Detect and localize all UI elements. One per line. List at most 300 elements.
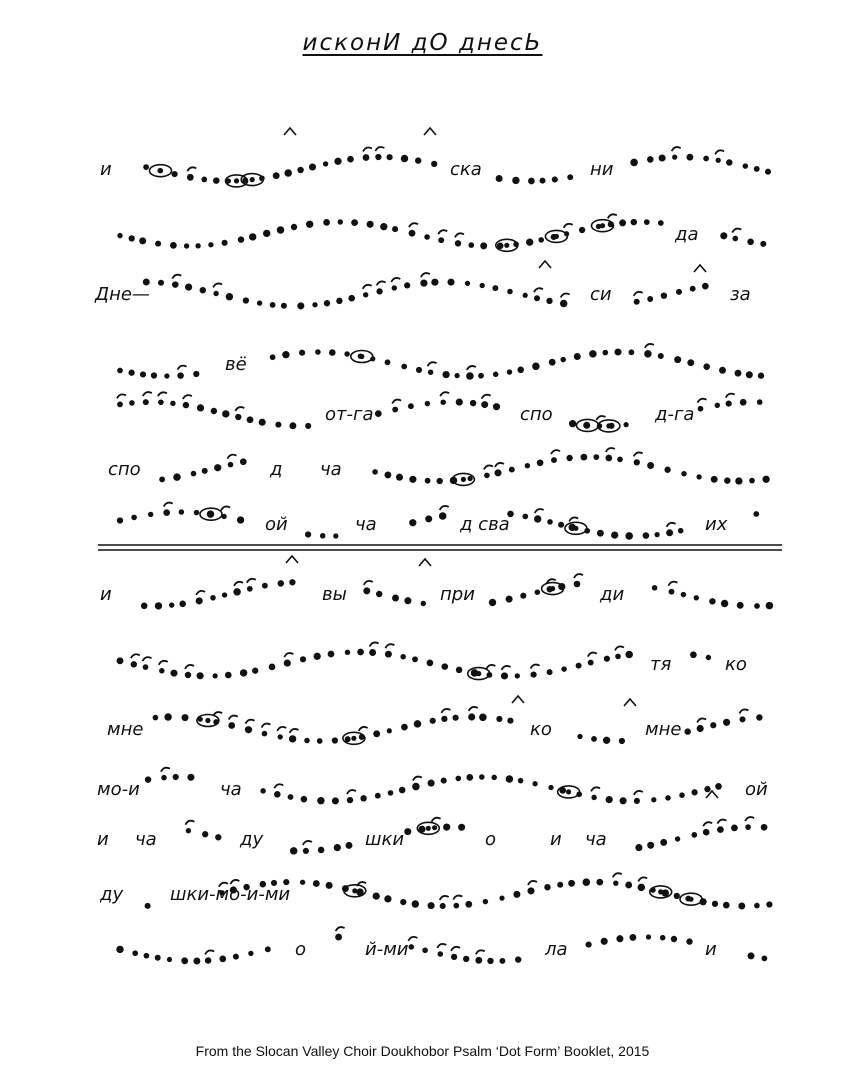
note-dot [167, 957, 172, 962]
note-slur [385, 644, 394, 648]
note-dot [347, 156, 354, 163]
note-dot [735, 477, 742, 484]
note-dot [262, 731, 268, 737]
note-dot [289, 735, 296, 742]
note-dot [163, 509, 170, 516]
note-dot [312, 302, 317, 307]
note-slur [551, 450, 560, 454]
note-slur [437, 944, 446, 948]
note-dot [159, 476, 165, 482]
note-dot [363, 587, 370, 594]
note-dot [375, 154, 381, 160]
note-slur [183, 395, 192, 399]
note-slur [178, 366, 187, 370]
note-dot [723, 902, 730, 909]
note-slur [476, 950, 485, 954]
note-slur [143, 392, 152, 396]
note-dot [373, 892, 380, 899]
note-dot [238, 236, 244, 242]
lyric-syllable: от-га [325, 404, 374, 425]
held-note-oval-dot [351, 736, 356, 741]
note-dot [318, 847, 325, 854]
note-dot [690, 286, 696, 292]
note-dot [306, 221, 313, 228]
note-dot [153, 715, 159, 721]
note-dot [392, 407, 398, 413]
note-dot [140, 371, 146, 377]
note-dot [709, 598, 715, 604]
held-note-oval-dot [352, 888, 357, 893]
note-dot [262, 583, 268, 589]
note-dot [712, 901, 718, 907]
note-dot [401, 364, 407, 370]
note-dot [215, 834, 221, 840]
note-dot [300, 880, 305, 885]
note-slur [359, 727, 368, 731]
accent-caret [512, 696, 524, 703]
note-slur [363, 285, 372, 289]
note-slur [284, 653, 293, 657]
note-dot [404, 282, 410, 288]
note-dot [363, 154, 370, 161]
held-note-oval-dot [566, 789, 571, 794]
held-note-oval-dot [554, 234, 559, 239]
note-dot [525, 463, 530, 468]
note-dot [186, 828, 191, 833]
note-slur [469, 707, 478, 711]
note-dot [408, 403, 414, 409]
note-dot [179, 509, 185, 515]
note-dot [392, 285, 397, 290]
lyric-syllable: о [295, 939, 307, 960]
note-dot [591, 795, 596, 800]
note-dot [347, 797, 353, 803]
note-dot [753, 511, 759, 517]
note-dot [496, 175, 503, 182]
note-dot [717, 826, 724, 833]
lyric-syllable: ча [585, 829, 607, 850]
note-dot [336, 298, 342, 304]
note-dot [458, 824, 465, 831]
note-dot [526, 239, 533, 246]
note-dot [129, 400, 135, 406]
note-dot [547, 669, 553, 675]
note-dot [425, 515, 432, 522]
note-dot [440, 903, 446, 909]
note-dot [164, 373, 169, 378]
note-dot [385, 651, 392, 658]
note-slur [455, 233, 464, 237]
note-slur [467, 366, 476, 370]
note-dot [442, 371, 449, 378]
note-dot [686, 938, 692, 944]
note-dot [580, 454, 587, 461]
note-dot [620, 797, 627, 804]
note-dot [243, 297, 249, 303]
note-dot [375, 793, 381, 799]
note-dot [499, 895, 504, 900]
note-dot [523, 293, 528, 298]
lyric-syllable: и [100, 159, 112, 180]
note-dot [766, 901, 772, 907]
lyric-syllable: мне [107, 719, 144, 740]
note-dot [629, 349, 635, 355]
note-slur [697, 399, 706, 403]
note-dot [317, 797, 324, 804]
note-slur [438, 230, 447, 234]
note-dot [679, 792, 685, 798]
note-dot [194, 510, 199, 515]
note-dot [384, 895, 391, 902]
note-dot [747, 952, 754, 959]
note-dot [305, 423, 311, 429]
note-dot [466, 372, 474, 380]
note-slur [531, 665, 540, 669]
note-dot [181, 957, 188, 964]
note-slur [213, 283, 222, 287]
note-dot [691, 832, 697, 838]
note-dot [686, 154, 693, 161]
note-dot [155, 241, 161, 247]
note-slur [290, 729, 299, 733]
note-dot [451, 954, 457, 960]
note-dot [139, 237, 146, 244]
note-dot [681, 471, 686, 476]
note-dot [117, 368, 123, 374]
lyric-syllable: да [675, 224, 699, 245]
note-dot [438, 951, 444, 957]
note-dot [635, 844, 642, 851]
note-dot [151, 372, 157, 378]
note-dot [478, 373, 484, 379]
lyric-syllable: и [100, 584, 112, 605]
note-dot [567, 174, 573, 180]
note-dot [671, 936, 677, 942]
note-dot [392, 226, 398, 232]
note-dot [568, 880, 575, 887]
lyric-syllable: й-ми [365, 939, 409, 960]
note-dot [260, 788, 265, 793]
note-dot [492, 285, 498, 291]
lyric-syllable: ой [265, 514, 288, 535]
note-dot [259, 419, 266, 426]
note-dot [441, 716, 447, 722]
note-slur [172, 275, 181, 279]
note-dot [409, 230, 416, 237]
note-dot [443, 823, 450, 830]
note-dot [196, 597, 203, 604]
note-dot [756, 714, 762, 720]
note-dot [470, 400, 476, 406]
note-dot [574, 353, 581, 360]
note-dot [659, 154, 666, 161]
note-dot [766, 602, 774, 610]
note-dot [299, 350, 305, 356]
note-dot [428, 369, 434, 375]
note-slur [274, 784, 283, 788]
note-dot [222, 240, 228, 246]
note-dot [489, 599, 496, 606]
note-slur [606, 448, 615, 452]
note-dot [387, 728, 392, 733]
note-dot [617, 457, 623, 463]
note-dot [634, 459, 640, 465]
note-dot [720, 232, 727, 239]
note-slur [588, 653, 597, 657]
note-dot [758, 373, 764, 379]
note-dot [401, 724, 408, 731]
note-dot [515, 673, 520, 678]
note-slur [221, 506, 230, 510]
note-dot [399, 787, 406, 794]
note-slur [158, 392, 167, 396]
note-dot [675, 836, 680, 841]
held-note-oval-dot [158, 168, 163, 173]
held-note-oval-dot [359, 354, 364, 359]
note-dot [360, 795, 366, 801]
note-dot [586, 942, 592, 948]
note-slur [413, 777, 422, 781]
note-slur [408, 937, 417, 941]
note-dot [703, 829, 710, 836]
note-slur [143, 657, 152, 661]
note-dot [615, 654, 621, 660]
note-dot [143, 164, 149, 170]
note-slur [726, 394, 735, 398]
lyric-syllable: шки-мо-и-ми [170, 884, 291, 905]
note-dot [145, 776, 151, 782]
note-dot [226, 293, 233, 300]
note-dot [233, 954, 239, 960]
note-slur [591, 787, 600, 791]
note-dot [117, 233, 122, 238]
lyric-syllable: спо [520, 404, 553, 425]
note-dot [334, 844, 341, 851]
note-dot [237, 516, 244, 523]
note-dot [512, 177, 519, 184]
note-dot [738, 903, 745, 910]
note-dot [643, 532, 650, 539]
note-dot [534, 295, 540, 301]
note-dot [614, 348, 621, 355]
note-dot [616, 935, 623, 942]
note-dot [131, 661, 137, 667]
note-dot [453, 903, 459, 909]
note-slur [377, 281, 386, 285]
note-dot [611, 531, 618, 538]
note-dot [412, 656, 418, 662]
note-dot [507, 369, 512, 374]
note-dot [376, 591, 382, 597]
note-dot [314, 653, 321, 660]
note-dot [416, 367, 422, 373]
note-dot [324, 300, 330, 306]
note-slur [484, 465, 493, 469]
note-dot [274, 791, 281, 798]
note-dot [432, 825, 437, 830]
accent-caret [624, 699, 636, 706]
note-dot [183, 402, 189, 408]
note-dot [452, 715, 458, 721]
note-slur [717, 820, 726, 824]
note-dot [715, 403, 720, 408]
note-dot [715, 783, 722, 790]
lyric-syllable: ду [240, 829, 264, 850]
note-dot [252, 668, 258, 674]
lyric-syllable: Дне— [95, 284, 150, 305]
note-dot [678, 528, 684, 534]
note-slur [715, 150, 724, 154]
note-slur [262, 724, 271, 728]
note-dot [558, 522, 564, 528]
accent-caret [424, 128, 436, 135]
note-dot [219, 956, 226, 963]
note-dot [202, 831, 208, 837]
lyric-syllable: и [705, 939, 717, 960]
note-dot [513, 891, 520, 898]
note-dot [143, 664, 149, 670]
note-dot [384, 471, 391, 478]
note-dot [257, 300, 262, 305]
lyric-syllable: си [590, 284, 612, 305]
note-dot [338, 219, 343, 224]
note-dot [376, 288, 382, 294]
note-dot [200, 287, 206, 293]
note-dot [273, 172, 280, 179]
note-slur [227, 455, 236, 459]
note-dot [666, 529, 673, 536]
lyric-syllable: мо-и [97, 779, 140, 800]
note-dot [334, 158, 341, 165]
note-dot [335, 934, 342, 941]
note-dot [665, 795, 671, 801]
note-dot [761, 824, 768, 831]
note-slur [697, 718, 706, 722]
lyric-syllable: шки [365, 829, 405, 850]
accent-caret [284, 128, 296, 135]
note-dot [638, 884, 645, 891]
note-dot [158, 399, 164, 405]
note-slur [164, 503, 173, 507]
note-dot [530, 671, 536, 677]
note-dot [579, 227, 585, 233]
note-dot [534, 515, 541, 522]
note-dot [605, 455, 612, 462]
note-dot [179, 601, 186, 608]
note-dot [732, 236, 738, 242]
note-dot [647, 296, 653, 302]
note-dot [313, 880, 320, 887]
note-slur [235, 407, 244, 411]
lyric-syllable: и [550, 829, 562, 850]
note-dot [456, 399, 463, 406]
note-dot [658, 353, 664, 359]
note-dot [170, 670, 177, 677]
note-dot [320, 533, 326, 539]
note-slur [453, 896, 462, 900]
note-slur [432, 818, 441, 822]
note-dot [281, 303, 287, 309]
note-dot [551, 457, 557, 463]
held-note-oval-dot [550, 586, 555, 591]
note-slur [667, 523, 676, 527]
note-dot [684, 728, 690, 734]
note-dot [629, 934, 636, 941]
note-dot [247, 416, 254, 423]
note-dot [465, 901, 472, 908]
note-slur [634, 452, 643, 456]
held-note-oval-dot [234, 178, 239, 183]
note-dot [647, 462, 654, 469]
lyric-syllable: ла [545, 939, 568, 960]
note-dot [527, 887, 534, 894]
note-dot [549, 359, 556, 366]
note-dot [664, 467, 670, 473]
note-slur [561, 293, 570, 297]
held-note-oval-dot [600, 223, 605, 228]
lyric-syllable: тя [650, 654, 672, 675]
note-dot [442, 663, 449, 670]
note-slur [440, 896, 449, 900]
note-dot [233, 588, 240, 595]
note-dot [357, 649, 364, 656]
note-dot [687, 359, 694, 366]
note-dot [647, 842, 654, 849]
lyric-syllable: о [485, 829, 497, 850]
note-dot [187, 174, 194, 181]
note-dot [520, 593, 526, 599]
note-dot [177, 372, 184, 379]
note-dot [532, 363, 539, 370]
note-dot [210, 595, 216, 601]
note-dot [240, 458, 247, 465]
note-dot [475, 957, 482, 964]
note-slur [428, 362, 437, 366]
note-dot [275, 422, 281, 428]
note-dot [141, 603, 148, 610]
lyric-syllable: ча [135, 829, 157, 850]
lyric-syllable: ди [600, 584, 625, 605]
note-slur [634, 292, 643, 296]
note-dot [409, 944, 415, 950]
note-dot [328, 651, 335, 658]
note-dot [440, 399, 446, 405]
note-dot [265, 946, 271, 952]
note-dot [431, 161, 437, 167]
note-dot [538, 237, 544, 243]
note-dot [644, 219, 650, 225]
note-slur [528, 881, 537, 885]
note-slur [247, 579, 256, 583]
note-dot [601, 938, 608, 945]
note-dot [387, 154, 393, 160]
note-slur [739, 709, 748, 713]
note-dot [428, 902, 435, 909]
note-dot [346, 842, 353, 849]
note-dot [481, 401, 488, 408]
accent-caret [694, 265, 706, 272]
lyric-syllable: за [730, 284, 751, 305]
lyric-syllable: и [97, 829, 109, 850]
note-dot [375, 410, 382, 417]
note-dot [597, 530, 604, 537]
note-dot [566, 455, 572, 461]
note-dot [182, 714, 189, 721]
note-dot [430, 718, 436, 724]
note-dot [560, 357, 566, 363]
note-dot [282, 351, 289, 358]
note-dot [496, 716, 502, 722]
